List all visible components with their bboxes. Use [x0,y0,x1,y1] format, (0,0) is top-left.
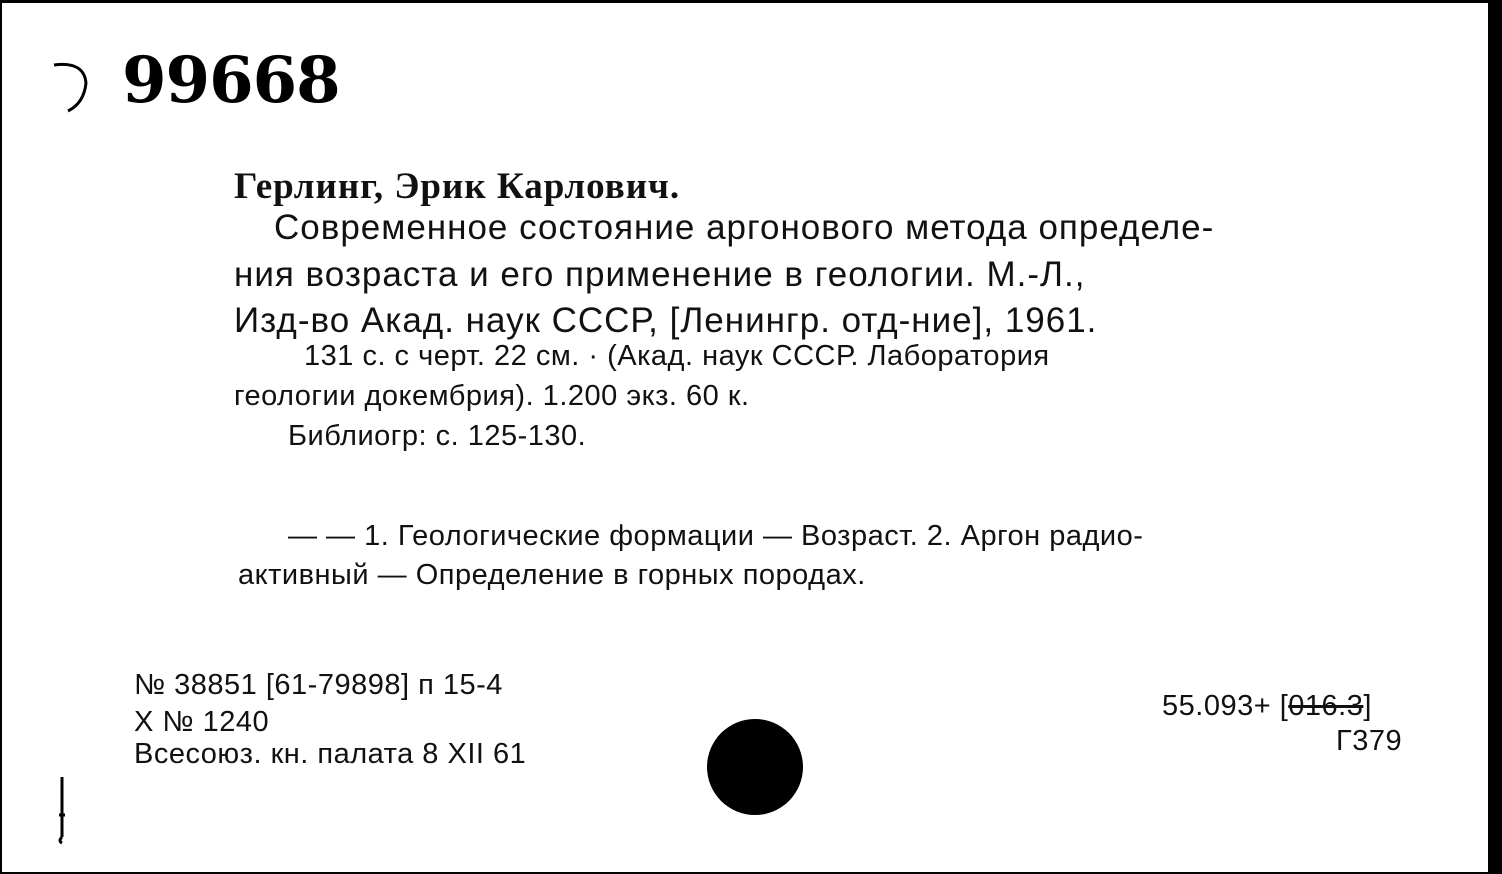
bracket-mark-icon [46,53,106,113]
registry-line-3: Всесоюз. кн. палата 8 XII 61 [134,738,527,770]
title-line-3: Изд-во Акад. наук СССР, [Ленингр. отд-ние], 1961. [234,301,1098,340]
udc-prefix: 55.093+ [ [1162,690,1289,722]
author-mark: Г379 [1336,725,1403,757]
title-line-1: Современное состояние аргонового метода определе- [274,208,1215,247]
udc-struck-code: 016.3 [1288,690,1364,722]
edge-mark-icon [56,775,68,845]
subject-line-1: — — 1. Геологические формации — Возраст. 2. Аргон радио- [288,520,1144,552]
punch-hole [707,719,803,815]
bibliography-note: Библиогр: с. 125-130. [288,420,587,452]
handwritten-inventory-number: 99668 [122,43,340,118]
udc-classification [1162,690,1372,723]
udc-suffix: ] [1363,690,1372,722]
description-line-2: геологии докембрия). 1.200 экз. 60 к. [234,380,750,412]
description-line-1: 131 с. с черт. 22 см. · (Акад. наук СССР. Лаборатория [304,340,1050,372]
registry-line-1: № 38851 [61-79898] п 15-4 [134,669,503,701]
registry-line-2: X № 1240 [134,706,270,738]
author-heading: Герлинг, Эрик Карлович. [234,166,681,207]
subject-line-2: активный — Определение в горных породах. [238,559,866,591]
title-line-2: ния возраста и его применение в геологии. М.-Л., [234,255,1086,294]
